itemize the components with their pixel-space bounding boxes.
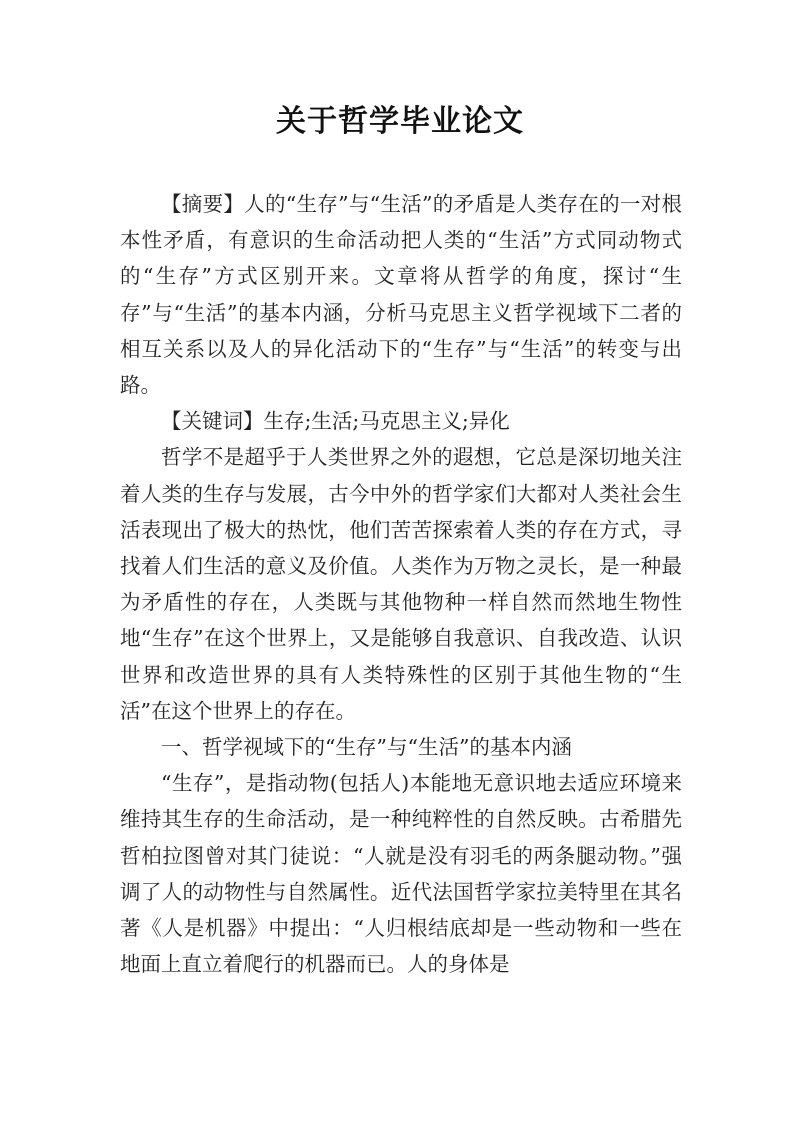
document-body xyxy=(120,186,682,982)
intro-paragraph: 哲学不是超乎于人类世界之外的遐想，它总是深切地关注着人类的生存与发展，古今中外的哲学家们大都对人类社会生活表现出了极大的热忱，他们苦苦探索着人类的存在方式，寻找着人们生活的意义及价值。人类作为万物之灵长，是一种最为矛盾性的存在，人类既与其他物种一样自然而然地生物性地“生存”在这个世界上，又是能够自我意识、自我改造、认识世界和改造世界的具有人类特殊性的区别于其他生物的“生活”在这个世界上的存在。 xyxy=(120,445,682,723)
section-heading: 一、哲学视域下的“生存”与“生活”的基本内涵 xyxy=(161,735,572,760)
keywords-paragraph: 【关键词】生存;生活;马克思主义;异化 xyxy=(161,409,510,434)
abstract-paragraph: 【摘要】人的“生存”与“生活”的矛盾是人类存在的一对根本性矛盾，有意识的生命活动把人类的“生活”方式同动物式的“生存”方式区别开来。文章将从哲学的角度，探讨“生存”与“生活”的基本内涵，分析马克思主义哲学视域下二者的相互关系以及人的异化活动下的“生存”与“生活”的转变与出路。 xyxy=(120,192,682,398)
document-title: 关于哲学毕业论文 xyxy=(276,104,524,139)
body-paragraph: “生存”，是指动物(包括人)本能地无意识地去适应环境来维持其生存的生命活动，是一种纯粹性的自然反映。古希腊先哲柏拉图曾对其门徒说：“人就是没有羽毛的两条腿动物。”强调了人的动物性与自然属性。近代法国哲学家拉美特里在其名著《人是机器》中提出：“人归根结底却是一些动物和一些在地面上直立着爬行的机器而已。人的身体是 xyxy=(120,771,682,977)
